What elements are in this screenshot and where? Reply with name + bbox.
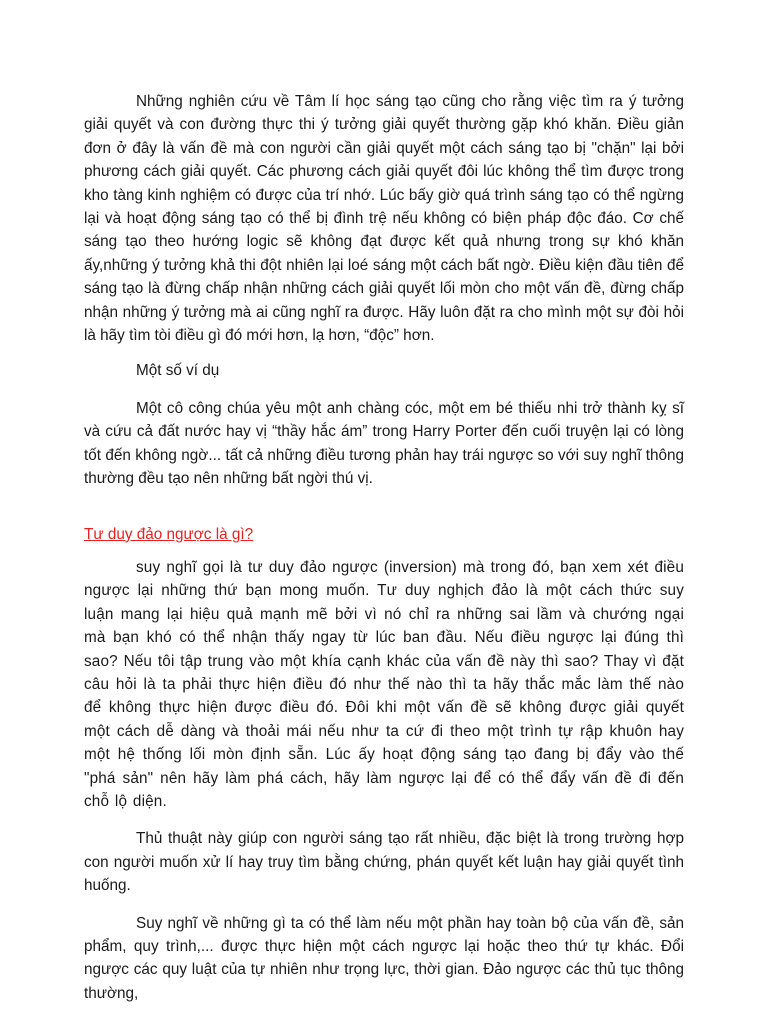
intro-paragraph: Những nghiên cứu về Tâm lí học sáng tạo cũng cho rằng việc tìm ra ý tưởng giải quyết và con đường thực thi ý tưởng giải quyết thường gặp khó khăn. Điều giản đơn ở đây là vấn đề mà con người cần giải quyết một cách sáng tạo bị "chặn" lại bởi phương cách giải quyết. Các phương cách giải quyết đôi lúc không thể tìm được trong kho tàng kinh nghiệm có được của trí nhớ. Lúc bấy giờ quá trình sáng tạo có thể ngừng lại và hoạt động sáng tạo có thể bị đình trệ nếu không có biện pháp độc đáo. Cơ chế sáng tạo theo hướng logic sẽ không đạt được kết quả nhưng trong sự khó khăn ấy,những ý tưởng khả thi đột nhiên lại loé sáng một cách bất ngờ. Điều kiện đầu tiên để sáng tạo là đừng chấp nhận những cách giải quyết lối mòn cho một vấn đề, đừng chấp nhận những ý tưởng mà ai cũng nghĩ ra được. Hãy luôn đặt ra cho mình một sự đòi hỏi là hãy tìm tòi điều gì đó mới hơn, lạ hơn, “độc” hơn. — [84, 93, 684, 345]
examples-label: Một số ví dụ — [136, 362, 220, 380]
examples-paragraph: Một cô công chúa yêu một anh chàng cóc, một em bé thiếu nhi trở thành kỵ sĩ và cứu cả đất nước hay vị “thầy hắc ám” trong Harry Porter đến cuối truyện lại có lòng tốt đến không ngờ... tất cả những điều tương phản hay trái ngược so với suy nghĩ thông thường đều tạo nên những bất ngời thú vị. — [84, 399, 684, 488]
reverse-thinking-paragraph: Suy nghĩ về những gì ta có thể làm nếu một phần hay toàn bộ của vấn đề, sản phẩm, quy trình,... được thực hiện một cách ngược lại hoặc theo thứ tự khác. Đổi ngược các quy luật của tự nhiên như trọng lực, thời gian. Đảo ngược các thủ tục thông thường, — [84, 914, 684, 1002]
document-body — [84, 90, 684, 1019]
inversion-paragraph: suy nghĩ gọi là tư duy đảo ngược (inversion) mà trong đó, bạn xem xét điều ngược lại những thứ bạn mong muốn. Tư duy nghịch đảo là một cách thức suy luận mang lại hiệu quả mạnh mẽ bởi vì nó chỉ ra những sai lầm và chướng ngại mà bạn khó có thể nhận thấy ngay từ lúc ban đầu. Nếu điều ngược lại đúng thì sao? Nếu tôi tập trung vào một khía cạnh khác của vấn đề này thì sao? Thay vì đặt câu hỏi là ta phải thực hiện điều đó như thế nào thì ta hãy thắc mắc làm thế nào để không thực hiện được điều đó. Đôi khi một vấn đề sẽ không được giải quyết một cách dễ dàng và thoải mái nếu như ta cứ đi theo một trình tự rập khuôn hay một hệ thống lối mòn định sẵn. Lúc ấy hoạt động sáng tạo đang bị đẩy vào thế "phá sản" nên hãy làm phá cách, hãy làm ngược lại để có thể đẩy vấn đề đi đến chỗ lộ diện. — [84, 558, 685, 810]
section-heading: Tư duy đảo ngược là gì? — [84, 525, 254, 543]
technique-paragraph: Thủ thuật này giúp con người sáng tạo rất nhiều, đặc biệt là trong trường hợp con người muốn xử lí hay truy tìm bằng chứng, phán quyết kết luận hay giải quyết tình huống. — [84, 830, 684, 895]
